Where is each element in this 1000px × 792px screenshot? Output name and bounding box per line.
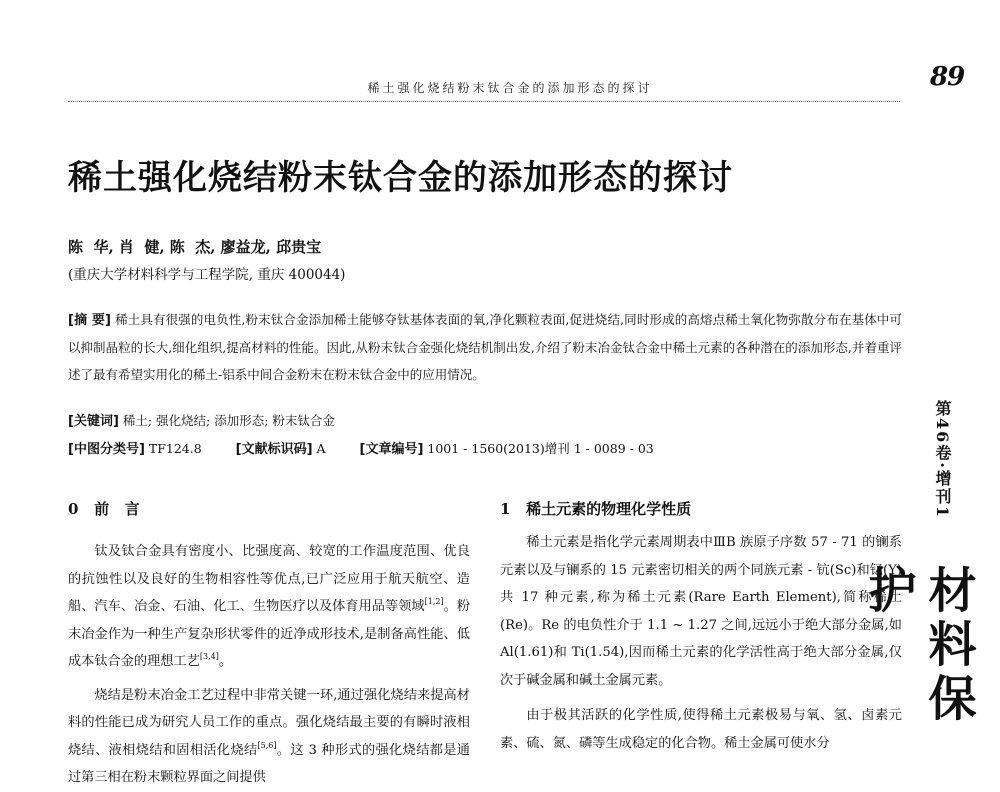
paragraph: 稀土元素是指化学元素周期表中ⅢB 族原子序数 57 - 71 的镧系元素以及与镧系的 15 元素密切相关的两个同族元素 - 钪(Sc)和钇(Y)共 17 种元素,称为稀土元素(Rare Earth Element),简称稀土(Re)。Re 的电负性介于 1.1 ~ 1.27 之间,远远小于绝大部分金属,如 Al(1.61)和 Ti(1.54),因而稀土元素的化学活性高于绝大部分金属,仅次于碱金属和碱土金属元素。 [500,535,902,688]
article-number-value: 1001 - 1560(2013)增刊 1 - 0089 - 03 [427,441,654,456]
section-heading-introduction: 0 前 言 [68,500,140,518]
journal-name: 材料保护 [860,565,976,727]
running-header: 稀土强化烧结粉末钛合金的添加形态的探讨 [367,81,653,95]
keywords-text: 稀土; 强化烧结; 添加形态; 粉末钛合金 [122,413,335,428]
keywords-label: [关键词] [68,414,119,429]
clc-value: TF124.8 [148,441,202,456]
volume-issue-label: 第46卷·增刊1 [933,400,952,519]
right-column [500,529,902,757]
classification-line [68,438,654,457]
author-list: 陈 华, 肖 健, 陈 杰, 廖益龙, 邱贵宝 [68,238,322,256]
article-title: 稀土强化烧结粉末钛合金的添加形态的探讨 [68,158,733,198]
doc-code-label: [文献标识码] [235,442,313,457]
citation: [3,4] [199,652,219,661]
keywords-line [68,410,335,429]
left-column [68,538,470,792]
header-divider [68,101,900,102]
abstract [68,306,902,388]
clc-label: [中图分类号] [68,442,145,457]
citation: [5,6] [257,740,277,750]
abstract-label: [摘 要] [68,313,111,328]
page-number: 89 [930,62,965,92]
paragraph: 钛及钛合金具有密度小、比强度高、较宽的工作温度范围、优良的抗蚀性以及良好的生物相容性等优点,已广泛应用于航天航空、造船、汽车、冶金、石油、化工、生物医疗以及体育用品等领域[1,2]。粉末冶金作为一种生产复杂形状零件的近净成形技术,是制备高性能、低成本钛合金的理想工艺[3,4]。 [68,544,471,669]
paragraph: 由于极其活跃的化学性质,使得稀土元素极易与氧、氢、卤素元素、硫、氮、磷等生成稳定的化合物。稀土金属可使水分 [500,708,902,751]
paragraph: 烧结是粉末冶金工艺过程中非常关键一环,通过强化烧结来提高材料的性能已成为研究人员工作的重点。强化烧结最主要的有瞬时液相烧结、液相烧结和固相活化烧结[5,6]。这 3 种形式的强化烧结都是通过第三相在粉末颗粒界面之间提供 [68,687,470,785]
abstract-text: 稀土具有很强的电负性,粉末钛合金添加稀土能够夺钛基体表面的氧,净化颗粒表面,促进烧结,同时形成的高熔点稀土氧化物弥散分布在基体中可以抑制晶粒的长大,细化组织,提高材料的性能。因此,从粉末钛合金强化烧结机制出发,介绍了粉末冶金钛合金中稀土元素的各种潜在的添加形态,并着重评述了最有希望实用化的稀土-铝系中间合金粉末在粉末钛合金中的应用情况。 [68,312,902,382]
affiliation: (重庆大学材料科学与工程学院, 重庆 400044) [68,267,346,283]
article-number-label: [文章编号] [359,442,424,457]
doc-code-value: A [316,441,326,456]
section-heading-properties: 1 稀土元素的物理化学性质 [500,500,692,518]
citation: [1,2] [424,597,444,606]
